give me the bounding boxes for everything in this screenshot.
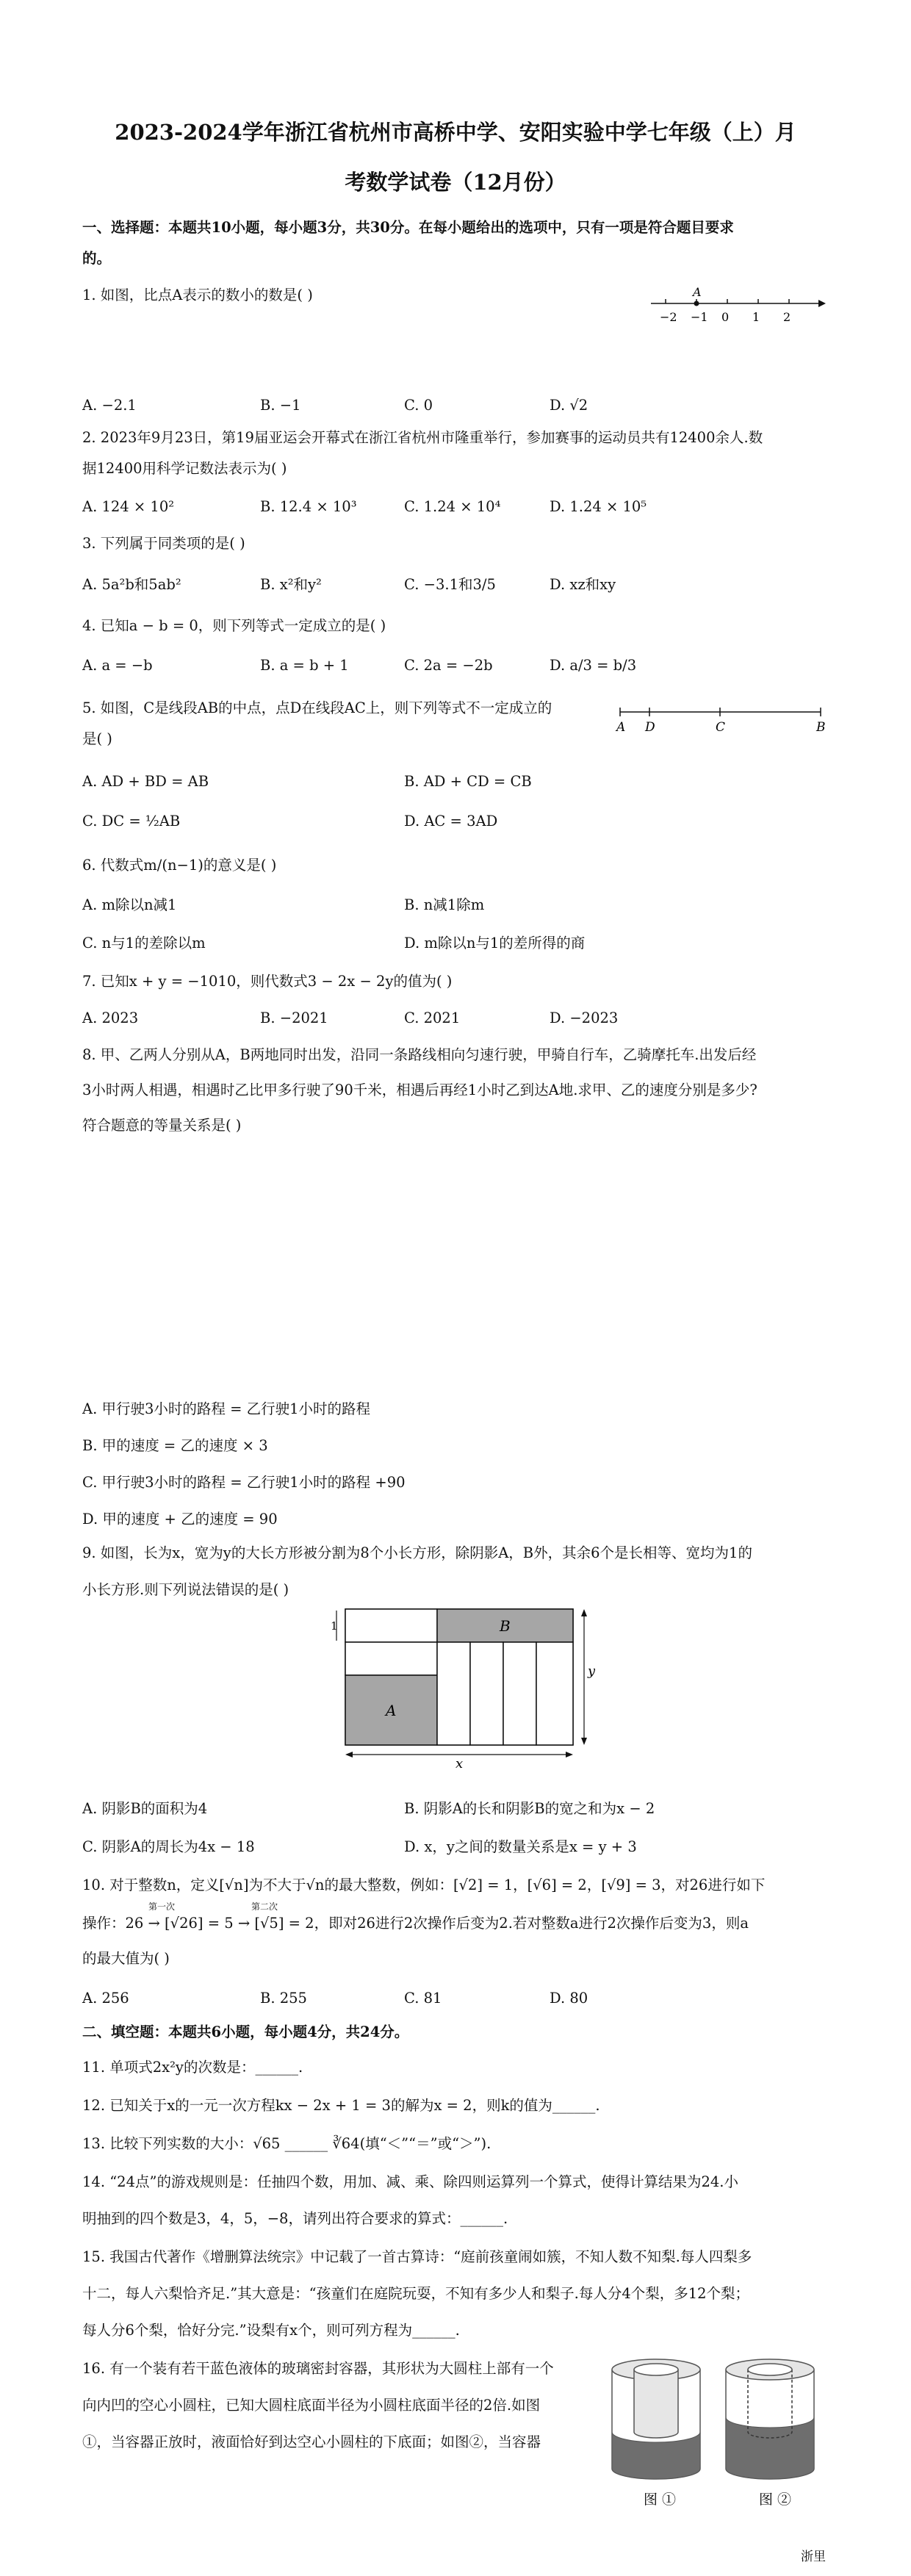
q10-stem-cont1: 操作：26 → [√26] = 5 → [√5] = 2，即对26进行2次操作后变为2.若对整数a进行2次操作后变为3，则a	[82, 1915, 749, 1932]
label-shaded-a: A	[386, 1702, 397, 1719]
q1-option-b[interactable]: B. −1	[260, 397, 301, 414]
arrow-up-icon	[581, 1609, 587, 1616]
q16-container-figure	[608, 2351, 829, 2513]
q3-option-b[interactable]: B. x²和y²	[260, 576, 322, 593]
q6-option-a[interactable]: A. m除以n减1	[82, 896, 177, 913]
q1-number-line	[644, 283, 827, 334]
point-a-label: A	[693, 285, 702, 299]
exam-title-line2: 考数学试卷（12月份）	[345, 170, 566, 195]
q10-option-b[interactable]: B. 255	[260, 1990, 307, 2007]
q9-rectangle-figure	[331, 1602, 595, 1771]
q5-segment-figure	[611, 702, 832, 738]
vertical-rect-2	[470, 1642, 503, 1745]
q6-stem: 6. 代数式m/(n−1)的意义是( )	[82, 857, 277, 874]
q5-option-b[interactable]: B. AD + CD = CB	[404, 773, 532, 790]
q2-stem: 2. 2023年9月23日，第19届亚运会开幕式在浙江省杭州市隆重举行，参加赛事的运动员共有12400余人.数	[82, 429, 763, 446]
q7-option-c[interactable]: C. 2021	[404, 1010, 461, 1026]
q15-stem: 15. 我国古代著作《增删算法统宗》中记载了一首古算诗：“庭前孩童闹如簇，不知人数不知梨.每人四梨多	[82, 2248, 752, 2265]
label-a: A	[616, 720, 626, 735]
q4-option-a[interactable]: A. a = −b	[82, 657, 153, 674]
q7-stem: 7. 已知x + y = −1010，则代数式3 − 2x − 2y的值为( )	[82, 973, 453, 990]
section1-header-cont: 的。	[82, 250, 112, 267]
q10-arrow2-label: 第二次	[251, 1902, 278, 1912]
q5-option-a[interactable]: A. AD + BD = AB	[82, 773, 209, 790]
q8-option-c[interactable]: C. 甲行驶3小时的路程 = 乙行驶1小时的路程 +90	[82, 1474, 406, 1491]
q9-option-a[interactable]: A. 阴影B的面积为4	[82, 1800, 208, 1817]
number-line-tick-label: 1	[752, 310, 760, 324]
number-line-tick-label: 2	[783, 310, 791, 324]
q8-option-d[interactable]: D. 甲的速度 + 乙的速度 = 90	[82, 1511, 278, 1528]
q10-stem: 10. 对于整数n，定义[√n]为不大于√n的最大整数，例如：[√2] = 1，[√6] = 2，[√9] = 3，对26进行如下	[82, 1877, 766, 1893]
small-rect-1	[345, 1609, 437, 1642]
q8-stem-cont1: 3小时两人相遇，相遇时乙比甲多行驶了90千米，相遇后再经1小时乙到达A地.求甲、乙的速度分别是多少?	[82, 1082, 757, 1098]
q11-stem: 11. 单项式2x²y的次数是：______.	[82, 2059, 303, 2076]
label-x: x	[455, 1756, 464, 1771]
q15-stem-cont2: 每人分6个梨，恰好分完.”设梨有x个，则可列方程为______.	[82, 2322, 460, 2339]
q10-option-d[interactable]: D. 80	[550, 1990, 588, 2007]
q4-option-b[interactable]: B. a = b + 1	[260, 657, 349, 674]
label-y: y	[588, 1663, 595, 1679]
label-b: B	[816, 720, 826, 735]
section2-header: 二、填空题：本题共6小题，每小题4分，共24分。	[82, 2023, 409, 2040]
q7-option-d[interactable]: D. −2023	[550, 1010, 619, 1026]
arrow-right-icon	[566, 1752, 573, 1757]
number-line-tick-label: 0	[721, 310, 730, 324]
q7-option-a[interactable]: A. 2023	[82, 1010, 139, 1026]
container-figure-1	[612, 2359, 700, 2479]
arrow-right-icon	[818, 300, 826, 307]
q4-option-d[interactable]: D. a/3 = b/3	[550, 657, 637, 674]
q5-stem-cont: 是( )	[82, 730, 112, 747]
vertical-rect-4	[536, 1642, 573, 1745]
vertical-rect-1	[437, 1642, 470, 1745]
label-shaded-b: B	[500, 1617, 511, 1635]
q8-option-a[interactable]: A. 甲行驶3小时的路程 = 乙行驶1小时的路程	[82, 1400, 371, 1417]
q12-stem: 12. 已知关于x的一元一次方程kx − 2x + 1 = 3的解为x = 2，则k的值为______.	[82, 2097, 600, 2114]
arrow-left-icon	[345, 1752, 353, 1757]
q1-option-a[interactable]: A. −2.1	[82, 397, 137, 414]
q5-stem: 5. 如图，C是线段AB的中点，点D在线段AC上，则下列等式不一定成立的	[82, 699, 552, 716]
q10-arrow1-label: 第一次	[148, 1902, 176, 1912]
q1-option-d[interactable]: D. √2	[550, 397, 588, 414]
q2-option-c[interactable]: C. 1.24 × 10⁴	[404, 498, 501, 515]
label-one: 1	[331, 1619, 338, 1633]
point-a-dot	[694, 301, 699, 306]
vertical-rect-3	[503, 1642, 536, 1745]
q2-option-b[interactable]: B. 12.4 × 10³	[260, 498, 357, 515]
q2-stem-cont: 据12400用科学记数法表示为( )	[82, 460, 287, 477]
q2-option-a[interactable]: A. 124 × 10²	[82, 498, 175, 515]
q16-stem-cont2: ①，当容器正放时，液面恰好到达空心小圆柱的下底面；如图②，当容器	[82, 2433, 541, 2450]
q3-option-d[interactable]: D. xz和xy	[550, 576, 616, 593]
figure-1-label: 图 ①	[644, 2492, 677, 2508]
q6-option-c[interactable]: C. n与1的差除以m	[82, 935, 206, 951]
q8-stem: 8. 甲、乙两人分别从A，B两地同时出发，沿同一条路线相向匀速行驶，甲骑自行车，乙骑摩托车.出发后经	[82, 1046, 757, 1063]
q13-stem: 13. 比较下列实数的大小：√65 ______ ∛64(填“＜”“＝”或“＞”).	[82, 2135, 491, 2152]
q8-option-b[interactable]: B. 甲的速度 = 乙的速度 × 3	[82, 1437, 268, 1454]
q5-option-d[interactable]: D. AC = 3AD	[404, 813, 498, 830]
q14-stem: 14. “24点”的游戏规则是：任抽四个数，用加、减、乘、除四则运算列一个算式，使得计算结果为24.小	[82, 2173, 738, 2190]
q9-stem: 9. 如图，长为x，宽为y的大长方形被分割为8个小长方形，除阴影A，B外，其余6个是长相等、宽均为1的	[82, 1544, 752, 1561]
q2-option-d[interactable]: D. 1.24 × 10⁵	[550, 498, 647, 515]
q10-stem-cont2: 的最大值为( )	[82, 1950, 170, 1967]
footer-sign: 浙里	[801, 2550, 826, 2564]
container-figure-2	[726, 2359, 814, 2479]
small-rect-2	[345, 1642, 437, 1675]
q16-stem-cont1: 向内凹的空心小圆柱，已知大圆柱底面半径为小圆柱底面半径的2倍.如图	[82, 2397, 541, 2414]
q9-option-d[interactable]: D. x，y之间的数量关系是x = y + 3	[404, 1838, 637, 1855]
q1-option-c[interactable]: C. 0	[404, 397, 433, 414]
arrow-down-icon	[581, 1738, 587, 1745]
q7-option-b[interactable]: B. −2021	[260, 1010, 328, 1026]
number-line-tick-label: −2	[660, 310, 677, 324]
q4-option-c[interactable]: C. 2a = −2b	[404, 657, 493, 674]
q8-stem-cont2: 符合题意的等量关系是( )	[82, 1117, 242, 1134]
section1-header: 一、选择题：本题共10小题，每小题3分，共30分。在每小题给出的选项中，只有一项是符合题目要求	[82, 219, 734, 236]
q9-option-b[interactable]: B. 阴影A的长和阴影B的宽之和为x − 2	[404, 1800, 655, 1817]
q5-option-c[interactable]: C. DC = ½AB	[82, 813, 181, 830]
number-line-tick-label: −1	[691, 310, 708, 324]
q6-option-d[interactable]: D. m除以n与1的差所得的商	[404, 935, 586, 951]
q10-option-c[interactable]: C. 81	[404, 1990, 442, 2007]
q4-stem: 4. 已知a − b = 0，则下列等式一定成立的是( )	[82, 617, 386, 634]
q3-option-a[interactable]: A. 5a²b和5ab²	[82, 576, 181, 593]
q1-stem: 1. 如图，比点A表示的数小的数是( )	[82, 287, 313, 303]
q6-option-b[interactable]: B. n减1除m	[404, 896, 485, 913]
figure-2-label: 图 ②	[759, 2492, 792, 2508]
q14-stem-cont: 明抽到的四个数是3，4，5，−8，请列出符合要求的算式：______.	[82, 2210, 508, 2227]
q10-option-a[interactable]: A. 256	[82, 1990, 129, 2007]
q16-stem: 16. 有一个装有若干蓝色液体的玻璃密封容器，其形状为大圆柱上部有一个	[82, 2360, 554, 2377]
q3-stem: 3. 下列属于同类项的是( )	[82, 535, 245, 552]
q3-option-c[interactable]: C. −3.1和3/5	[404, 576, 496, 593]
label-d: D	[645, 720, 655, 735]
q9-stem-cont: 小长方形.则下列说法错误的是( )	[82, 1581, 289, 1598]
q15-stem-cont1: 十二，每人六梨恰齐足.”其大意是：“孩童们在庭院玩耍，不知有多少人和梨子.每人分4个梨，多12个梨；	[82, 2285, 750, 2302]
q9-option-c[interactable]: C. 阴影A的周长为4x − 18	[82, 1838, 255, 1855]
label-c: C	[716, 720, 726, 735]
exam-title-line1: 2023-2024学年浙江省杭州市高桥中学、安阳实验中学七年级（上）月	[115, 120, 796, 145]
